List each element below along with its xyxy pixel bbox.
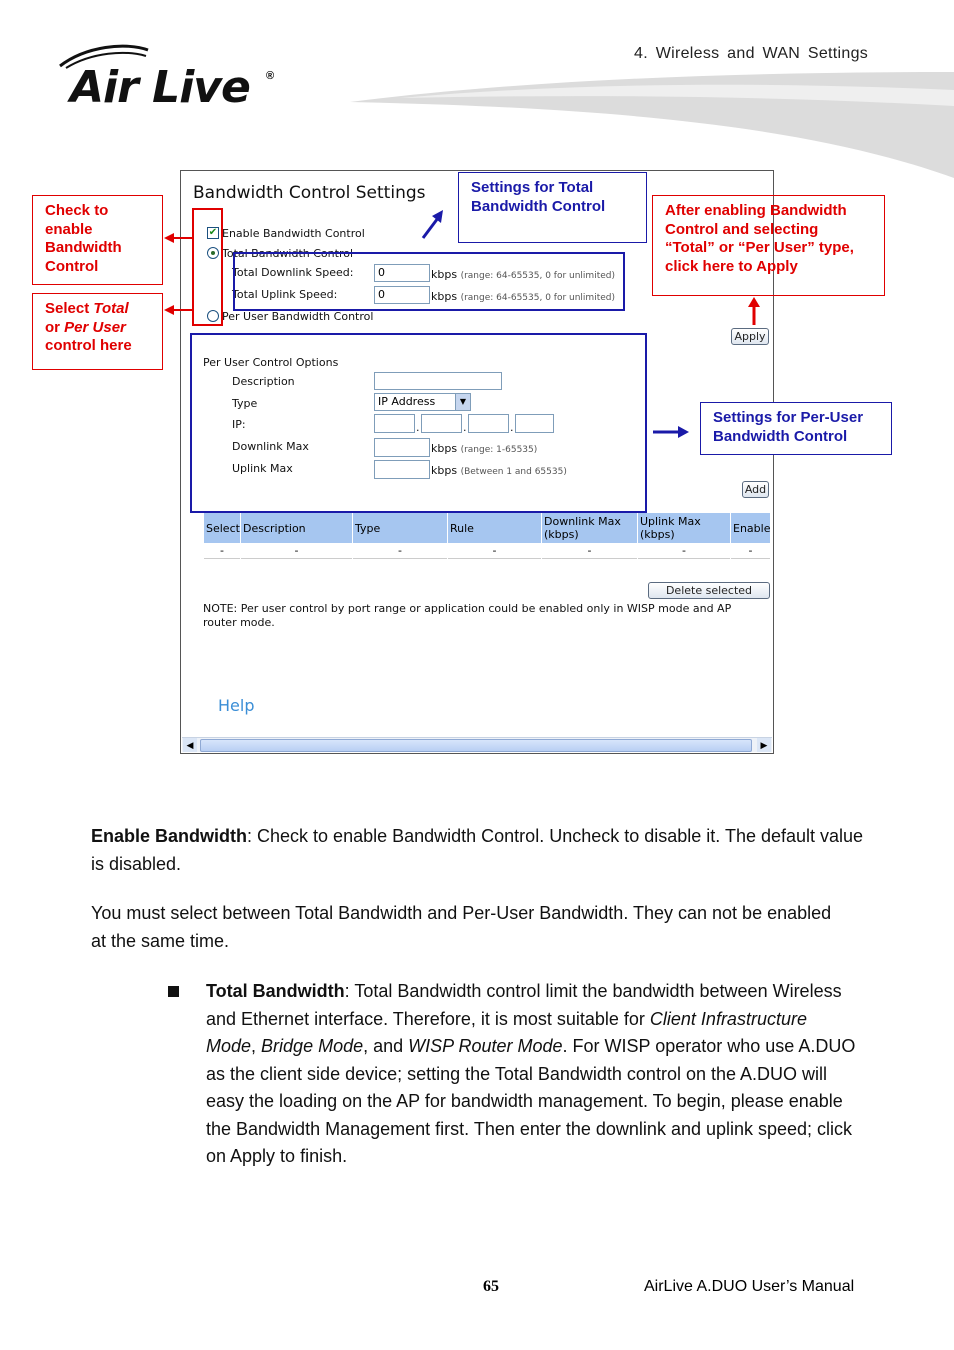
paragraph-enable [91, 823, 881, 878]
kbps-text: kbps [431, 290, 458, 303]
mode-name: Bridge Mode [261, 1036, 364, 1056]
total-uplink-input[interactable]: 0 [374, 286, 430, 304]
mode-name: WISP Router Mode [408, 1036, 563, 1056]
per-user-label: Per User Bandwidth Control [222, 310, 374, 323]
paragraph-text: , and [363, 1036, 409, 1056]
enable-label: Enable Bandwidth Control [222, 227, 365, 240]
term-enable-bandwidth: Enable Bandwidth [91, 826, 248, 846]
table-cell: - [638, 544, 730, 559]
table-cell: - [731, 544, 770, 559]
bullet-icon [168, 986, 179, 997]
table-cell: - [204, 544, 240, 559]
delete-selected-button[interactable]: Delete selected [648, 582, 770, 599]
paragraph-text: : Total Bandwidth control limit the bandwidth between Wireless and Ethernet interface. Therefore, it is most suitable for [206, 981, 842, 1029]
kbps-text: kbps [431, 442, 458, 455]
section-title: 4. Wireless and WAN Settings [634, 45, 869, 62]
table-cell: - [353, 544, 447, 559]
paragraph-text: . For WISP operator who use A.DUO as the client side device; setting the Total Bandwidth control on the A.DUO will easy the loading on the AP for bandwidth management. To begin, please enable the Bandwidth Management first. Then enter the downlink and uplink speed; click on Apply to finish. [206, 1036, 856, 1166]
options-title: Per User Control Options [203, 356, 339, 369]
description-label: Description [232, 375, 295, 388]
enable-checkbox[interactable]: ✔ [208, 227, 218, 238]
table-cell: - [542, 544, 637, 559]
type-value: IP Address [378, 395, 436, 408]
paragraph-select: You must select between Total Bandwidth and Per-User Bandwidth. They can not be enabled at the same time. [91, 903, 832, 951]
bullet-total-bandwidth [206, 978, 856, 1171]
table-cell: - [241, 544, 352, 559]
note-label: NOTE: [203, 602, 238, 615]
apply-button[interactable]: Apply [731, 328, 769, 345]
chevron-down-icon: ▼ [455, 394, 470, 410]
callout-settings-per-user: Settings for Per-User Bandwidth Control [700, 402, 892, 455]
manual-title: AirLive A.DUO User’s Manual [644, 1278, 855, 1295]
total-range-text: (range: 64-65535, 0 for unlimited) [460, 293, 615, 303]
add-button[interactable]: Add [742, 481, 769, 498]
table-header-type: Type [353, 513, 447, 543]
table-cell: - [448, 544, 541, 559]
registered-mark: ® [266, 70, 275, 82]
ip-dot: . [416, 421, 420, 434]
downlink-max-range: (range: 1-65535) [460, 445, 538, 455]
paragraph-text: , [251, 1036, 262, 1056]
total-label: Total Bandwidth Control [222, 247, 354, 260]
scroll-right-icon[interactable]: ▶ [757, 738, 771, 752]
page-number: 65 [483, 1278, 499, 1295]
mode-name: Client Infrastructure Mode [206, 1008, 807, 1056]
kbps-text: kbps [431, 464, 458, 477]
uplink-max-label: Uplink Max [232, 462, 293, 475]
help-link[interactable]: Help [218, 696, 255, 715]
kbps-text: kbps [431, 268, 458, 281]
callout-text: control here [45, 337, 132, 354]
table-header-description: Description [241, 513, 352, 543]
table-header-uplink: Uplink Max (kbps) [638, 513, 730, 543]
type-label: Type [232, 397, 258, 410]
callout-text: Total [93, 300, 129, 317]
note-body: Per user control by port range or application could be enabled only in WISP mode and AP router mode. [203, 602, 732, 629]
total-downlink-input[interactable]: 0 [374, 264, 430, 282]
table-header-enable: Enable [731, 513, 770, 543]
table-header-rule: Rule [448, 513, 541, 543]
table-header-downlink: Downlink Max (kbps) [542, 513, 637, 543]
callout-text: Per User [64, 318, 126, 336]
uplink-label: Total Uplink Speed: [232, 288, 338, 301]
downlink-max-label: Downlink Max [232, 440, 309, 453]
uplink-max-range: (Between 1 and 65535) [460, 467, 567, 477]
ip-label: IP: [232, 418, 246, 431]
airlive-logo: Air Live [70, 62, 250, 113]
page-heading: Bandwidth Control Settings [193, 183, 426, 203]
callout-text: Select [45, 300, 94, 317]
ip-dot: . [463, 421, 467, 434]
downlink-label: Total Downlink Speed: [232, 266, 354, 279]
table-header-select: Select [204, 513, 240, 543]
term-total-bandwidth: Total Bandwidth [206, 981, 345, 1001]
callout-select-type [32, 293, 163, 370]
scroll-left-icon[interactable]: ◀ [183, 738, 197, 752]
callout-check-enable: Check to enable Bandwidth Control [32, 195, 163, 285]
callout-text: or [45, 318, 65, 336]
callout-after-enabling: After enabling Bandwidth Control and selecting “Total” or “Per User” type, click here to Apply [652, 195, 885, 296]
ip-dot: . [510, 421, 514, 434]
callout-settings-total: Settings for Total Bandwidth Control [458, 172, 647, 243]
paragraph-text: : Check to enable Bandwidth Control. Uncheck to disable it. The default value is disabled. [91, 826, 864, 874]
total-range-text: (range: 64-65535, 0 for unlimited) [460, 271, 615, 281]
